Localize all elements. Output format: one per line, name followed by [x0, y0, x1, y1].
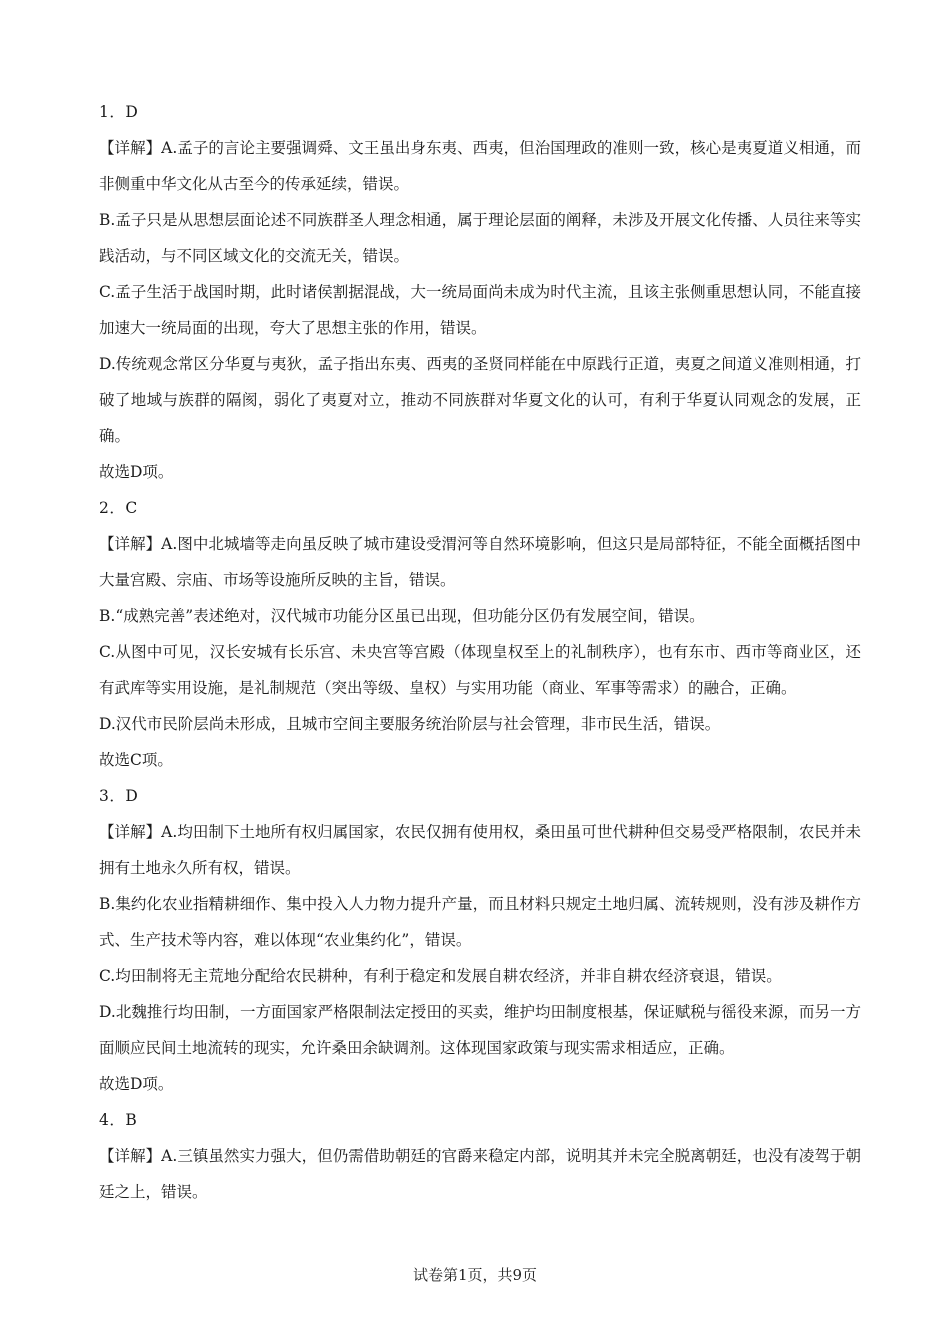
explanation-paragraph: C.均田制将无主荒地分配给农民耕种，有利于稳定和发展自耕农经济，并非自耕农经济衰退，错误。: [99, 967, 782, 985]
explanation-paragraph: D.汉代市民阶层尚未形成，且城市空间主要服务统治阶层与社会管理，非市民生活，错误。: [99, 715, 721, 733]
answer-explanations: [99, 94, 861, 1210]
answer-label: 4．B: [99, 1111, 138, 1129]
explanation-paragraph: B.“成熟完善”表述绝对，汉代城市功能分区虽已出现，但功能分区仍有发展空间，错误。: [99, 607, 705, 625]
explanation-paragraph: C.孟子生活于战国时期，此时诸侯割据混战，大一统局面尚未成为时代主流，且该主张侧重思想认同，不能直接加速大一统局面的出现，夸大了思想主张的作用，错误。: [99, 283, 861, 337]
conclusion-line: 故选D项。: [99, 1075, 174, 1093]
answer-label: 3．D: [99, 787, 139, 805]
explanation-paragraph: C.从图中可见，汉长安城有长乐宫、未央宫等宫殿（体现皇权至上的礼制秩序），也有东市、西市等商业区，还有武库等实用设施，是礼制规范（突出等级、皇权）与实用功能（商业、军事等需求）的融合，正确。: [99, 643, 861, 697]
question-block-3: [99, 778, 861, 1102]
explanation-paragraph: D.传统观念常区分华夏与夷狄，孟子指出东夷、西夷的圣贤同样能在中原践行正道，夷夏之间道义准则相通，打破了地域与族群的隔阂，弱化了夷夏对立，推动不同族群对华夏文化的认可，有利于华夏认同观念的发展，正确。: [99, 355, 861, 445]
explanation-paragraph: 【详解】A.孟子的言论主要强调舜、文王虽出身东夷、西夷，但治国理政的准则一致，核心是夷夏道义相通，而非侧重中华文化从古至今的传承延续，错误。: [99, 139, 861, 193]
question-block-1: [99, 94, 861, 490]
page-footer: 试卷第1页，共9页: [412, 1266, 538, 1284]
explanation-paragraph: D.北魏推行均田制，一方面国家严格限制法定授田的买卖，维护均田制度根基，保证赋税与徭役来源，而另一方面顺应民间土地流转的现实，允许桑田余缺调剂。这体现国家政策与现实需求相适应，正确。: [99, 1003, 861, 1057]
question-block-4: [99, 1102, 861, 1210]
question-block-2: [99, 490, 861, 778]
answer-label: 1．D: [99, 103, 139, 121]
conclusion-line: 故选C项。: [99, 751, 173, 769]
conclusion-line: 故选D项。: [99, 463, 174, 481]
explanation-paragraph: 【详解】A.三镇虽然实力强大，但仍需借助朝廷的官爵来稳定内部，说明其并未完全脱离朝廷，也没有凌驾于朝廷之上，错误。: [99, 1147, 861, 1201]
explanation-paragraph: B.孟子只是从思想层面论述不同族群圣人理念相通，属于理论层面的阐释，未涉及开展文化传播、人员往来等实践活动，与不同区域文化的交流无关，错误。: [99, 211, 861, 265]
explanation-paragraph: 【详解】A.均田制下土地所有权归属国家，农民仅拥有使用权，桑田虽可世代耕种但交易受严格限制，农民并未拥有土地永久所有权，错误。: [99, 823, 861, 877]
explanation-paragraph: 【详解】A.图中北城墙等走向虽反映了城市建设受渭河等自然环境影响，但这只是局部特征，不能全面概括图中大量宫殿、宗庙、市场等设施所反映的主旨，错误。: [99, 535, 861, 589]
answer-label: 2．C: [99, 499, 138, 517]
explanation-paragraph: B.集约化农业指精耕细作、集中投入人力物力提升产量，而且材料只规定土地归属、流转规则，没有涉及耕作方式、生产技术等内容，难以体现“农业集约化”，错误。: [99, 895, 861, 949]
